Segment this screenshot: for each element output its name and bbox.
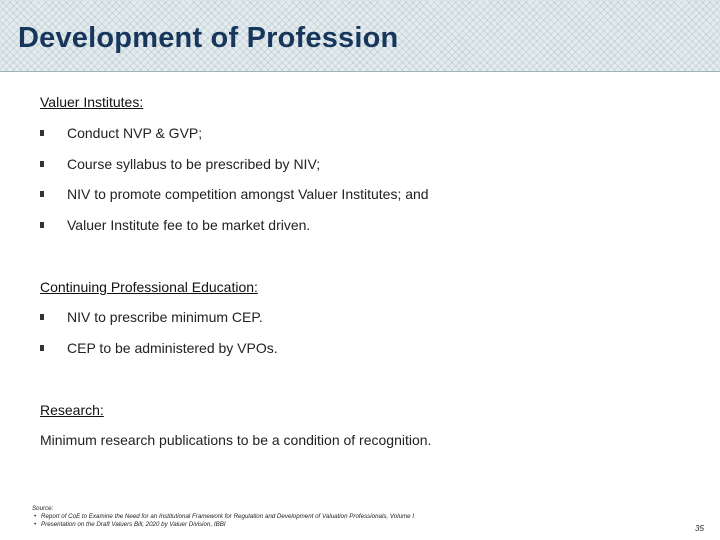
research-text: Minimum research publications to be a condition of recognition.: [40, 432, 432, 448]
section-valuer-institutes: [40, 94, 429, 233]
source-label: Source:: [32, 505, 54, 512]
source-item: [32, 521, 632, 529]
section-heading: Continuing Professional Education:: [40, 279, 258, 295]
square-bullet-icon: [40, 222, 44, 228]
square-bullet-icon: [40, 314, 44, 320]
square-bullet-icon: [40, 130, 44, 136]
section-research: [40, 402, 432, 448]
slide-header: [0, 0, 720, 72]
bullet-text: NIV to promote competition amongst Valuer Institutes; and: [67, 186, 429, 202]
bullet-text: NIV to prescribe minimum CEP.: [67, 309, 263, 325]
bullet-dot-icon: •: [34, 513, 37, 520]
square-bullet-icon: [40, 345, 44, 351]
source-notes: [32, 505, 632, 529]
section-continuing-professional-education: [40, 279, 278, 356]
bullet-text: CEP to be administered by VPOs.: [67, 339, 278, 356]
bullet-text: Valuer Institute fee to be market driven.: [67, 216, 311, 233]
page-number: 35: [695, 524, 704, 533]
slide-title: Development of Profession: [18, 22, 399, 54]
square-bullet-icon: [40, 191, 44, 197]
section-heading: Research:: [40, 402, 104, 418]
square-bullet-icon: [40, 161, 44, 167]
source-item: [32, 513, 632, 521]
bullet-text: Course syllabus to be prescribed by NIV;: [67, 155, 321, 172]
bullet-dot-icon: •: [34, 521, 37, 528]
bullet-text: Conduct NVP & GVP;: [67, 125, 203, 141]
section-heading: Valuer Institutes:: [40, 94, 144, 110]
source-text: Presentation on the Draft Valuers Bill, 2020 by Valuer Division, IBBI: [41, 521, 226, 528]
source-text: Report of CoE to Examine the Need for an Institutional Framework for Regulation and Development of Valuation Professionals, Volume I: [41, 513, 415, 520]
